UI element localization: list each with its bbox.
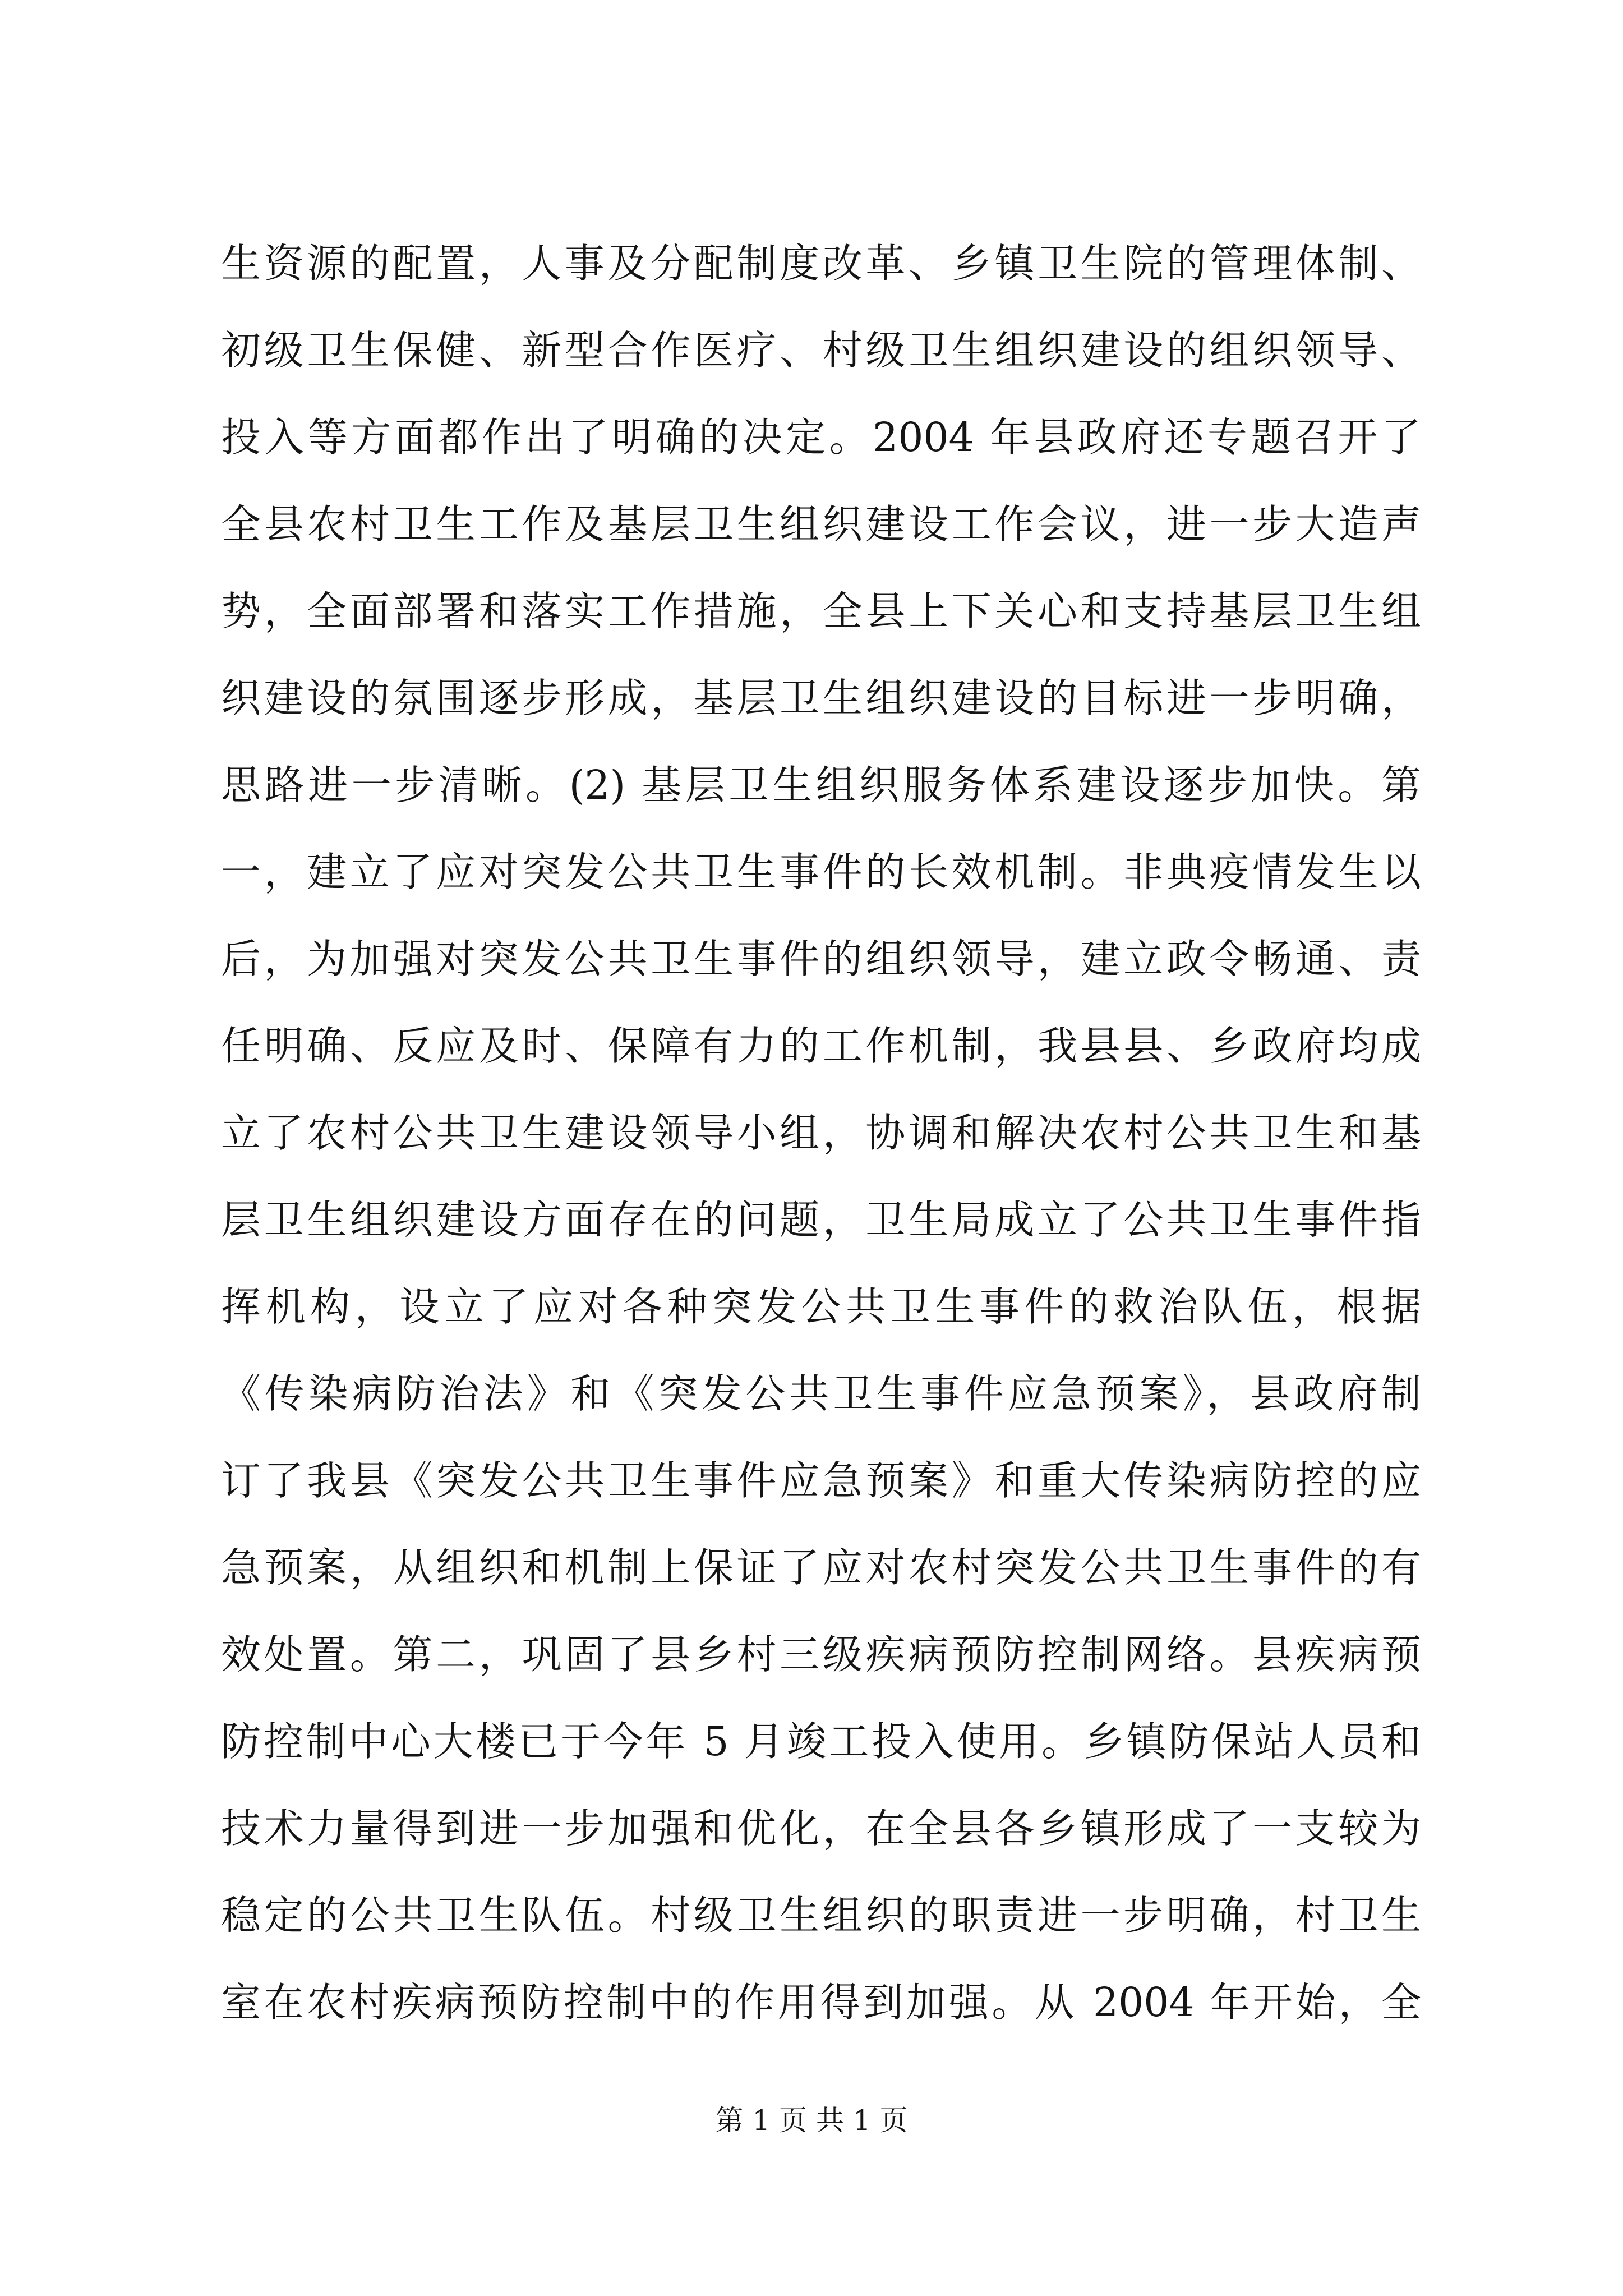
text-line: 《传染病防治法》和《突发公共卫生事件应急预案》，县政府制: [221, 1370, 1421, 1417]
text-line: 势，全面部署和落实工作措施，全县上下关心和支持基层卫生组: [221, 588, 1421, 634]
text-line: 技术力量得到进一步加强和优化，在全县各乡镇形成了一支较为: [221, 1805, 1421, 1852]
text-line: 效处置。第二，巩固了县乡村三级疾病预防控制网络。县疾病预: [221, 1631, 1421, 1678]
text-line: 思路进一步清晰。(2) 基层卫生组织服务体系建设逐步加快。第: [221, 762, 1421, 808]
text-line: 防控制中心大楼已于今年 5 月竣工投入使用。乡镇防保站人员和: [221, 1718, 1421, 1765]
text-line: 生资源的配置，人事及分配制度改革、乡镇卫生院的管理体制、: [221, 240, 1421, 287]
text-line: 订了我县《突发公共卫生事件应急预案》和重大传染病防控的应: [221, 1457, 1421, 1504]
text-line: 层卫生组织建设方面存在的问题，卫生局成立了公共卫生事件指: [221, 1197, 1421, 1243]
text-line: 任明确、反应及时、保障有力的工作机制，我县县、乡政府均成: [221, 1023, 1421, 1069]
body-text: [221, 220, 1421, 2046]
text-line: 立了农村公共卫生建设领导小组，协调和解决农村公共卫生和基: [221, 1110, 1421, 1156]
text-line: 织建设的氛围逐步形成，基层卫生组织建设的目标进一步明确，: [221, 675, 1421, 721]
text-line: 室在农村疾病预防控制中的作用得到加强。从 2004 年开始，全: [221, 1979, 1421, 2026]
page-number-footer: 第 1 页 共 1 页: [715, 2104, 908, 2137]
text-line: 急预案，从组织和机制上保证了应对农村突发公共卫生事件的有: [221, 1544, 1421, 1591]
text-line: 后，为加强对突发公共卫生事件的组织领导，建立政令畅通、责: [221, 936, 1421, 982]
text-line: 投入等方面都作出了明确的决定。2004 年县政府还专题召开了: [221, 414, 1421, 461]
text-line: 全县农村卫生工作及基层卫生组织建设工作会议，进一步大造声: [221, 501, 1421, 547]
text-line: 初级卫生保健、新型合作医疗、村级卫生组织建设的组织领导、: [221, 327, 1421, 374]
text-line: 稳定的公共卫生队伍。村级卫生组织的职责进一步明确，村卫生: [221, 1892, 1421, 1939]
text-line: 挥机构，设立了应对各种突发公共卫生事件的救治队伍，根据: [221, 1283, 1421, 1330]
text-line: 一，建立了应对突发公共卫生事件的长效机制。非典疫情发生以: [221, 849, 1421, 895]
